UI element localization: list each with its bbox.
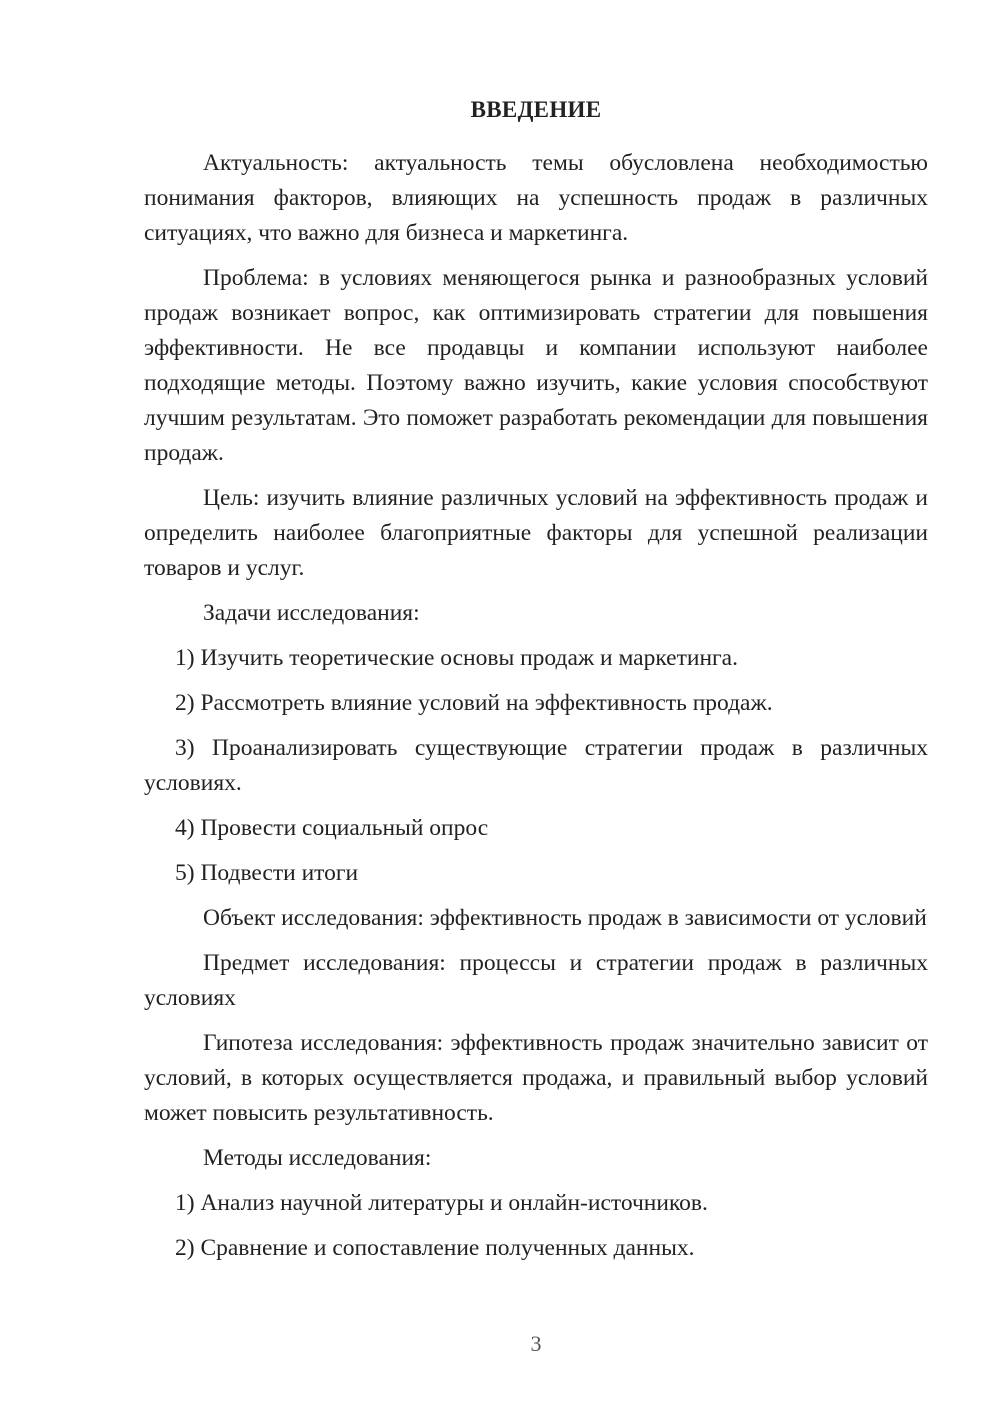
list-item: 1) Изучить теоретические основы продаж и маркетинга. (175, 645, 738, 671)
page-number: 3 (530, 1331, 542, 1356)
problem-paragraph: Проблема: в условиях меняющегося рынка и разнообразных условий продаж возникает вопрос, как оптимизировать стратегии для повышения эффективности. Не все продавцы и компании используют наиболее подходящие методы. Поэтому важно изучить, какие условия способствуют лучшим результатам. Это поможет разработать рекомендации для повышения продаж. (144, 265, 928, 466)
list-item: 3) Проанализировать существующие стратегии продаж в различных условиях. (144, 735, 928, 796)
list-item: 1) Анализ научной литературы и онлайн-источников. (175, 1190, 708, 1216)
list-item: 2) Сравнение и сопоставление полученных данных. (175, 1235, 695, 1261)
tasks-heading: Задачи исследования: (203, 600, 420, 626)
hypothesis-paragraph: Гипотеза исследования: эффективность продаж значительно зависит от условий, в которых осуществляется продажа, и правильный выбор условий может повысить результативность. (144, 1030, 928, 1126)
document-page (144, 92, 928, 1276)
tasks-list (144, 641, 928, 891)
subject-paragraph: Предмет исследования: процессы и стратегии продаж в различных условиях (144, 950, 928, 1011)
methods-heading: Методы исследования: (203, 1145, 432, 1171)
list-item: 2) Рассмотреть влияние условий на эффективность продаж. (175, 690, 773, 716)
relevance-paragraph: Актуальность: актуальность темы обусловлена необходимостью понимания факторов, влияющих на успешность продаж в различных ситуациях, что важно для бизнеса и маркетинга. (144, 150, 928, 246)
section-title: ВВЕДЕНИЕ (470, 97, 602, 122)
object-paragraph: Объект исследования: эффективность продаж в зависимости от условий (203, 905, 927, 931)
list-item: 5) Подвести итоги (175, 860, 359, 886)
goal-paragraph: Цель: изучить влияние различных условий на эффективность продаж и определить наиболее благоприятные факторы для успешной реализации товаров и услуг. (144, 485, 928, 581)
methods-list (144, 1186, 928, 1266)
list-item: 4) Провести социальный опрос (175, 815, 489, 841)
